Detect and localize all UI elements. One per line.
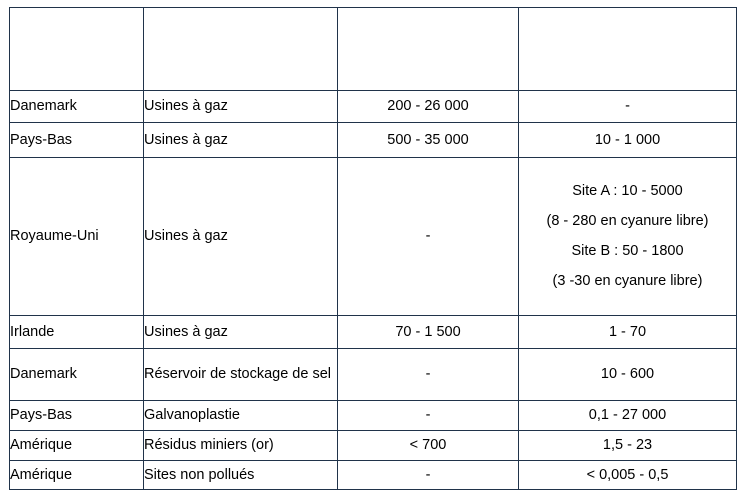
cell-lieu: Amérique (10, 461, 144, 490)
cell-sol: 10 - 1 000 (519, 123, 737, 158)
cell-lieu: Pays-Bas (10, 401, 144, 431)
cell-activite: Résidus miniers (or) (144, 431, 338, 461)
cell-sol (519, 158, 737, 316)
table-row (10, 316, 737, 349)
cell-lieu: Danemark (10, 91, 144, 123)
cell-eau: - (338, 461, 519, 490)
column-header-activite: Activité du site (144, 8, 338, 91)
cyanide-concentration-table (9, 7, 737, 490)
cell-sol-lines (519, 178, 736, 296)
cell-sol: 0,1 - 27 000 (519, 401, 737, 431)
cell-lieu: Irlande (10, 316, 144, 349)
cell-sol: - (519, 91, 737, 123)
table-row (10, 461, 737, 490)
cell-eau: - (338, 401, 519, 431)
column-header-eaux-souterraines: Concentration en cyanure total dans les eaux souterraines [µg/L] (338, 8, 519, 91)
table-row (10, 91, 737, 123)
header-row (10, 8, 737, 91)
table-row (10, 123, 737, 158)
cell-eau: - (338, 349, 519, 401)
table-row (10, 431, 737, 461)
table-header (10, 8, 737, 91)
cell-lieu: Pays-Bas (10, 123, 144, 158)
cell-sol-line: Site A : 10 - 5000 (572, 182, 683, 199)
table-body (10, 91, 737, 490)
column-header-lieu: Lieu (10, 8, 144, 91)
cell-activite: Usines à gaz (144, 316, 338, 349)
cell-lieu: Royaume-Uni (10, 158, 144, 316)
cell-activite: Réservoir de stockage de sel (144, 349, 338, 401)
cell-sol: < 0,005 - 0,5 (519, 461, 737, 490)
cell-lieu: Amérique (10, 431, 144, 461)
cell-sol-line: (8 - 280 en cyanure libre) (546, 212, 709, 229)
cell-eau: 500 - 35 000 (338, 123, 519, 158)
cell-lieu: Danemark (10, 349, 144, 401)
table-row (10, 401, 737, 431)
cell-sol-line: Site B : 50 - 1800 (571, 243, 684, 259)
cell-activite: Galvanoplastie (144, 401, 338, 431)
cell-sol-line: (3 -30 en cyanure libre) (552, 273, 703, 290)
cell-sol: 1,5 - 23 (519, 431, 737, 461)
table-row (10, 158, 737, 316)
column-header-sols: Concentration en cyanure total dans les sols [mg/kg] (519, 8, 737, 91)
cell-activite: Sites non pollués (144, 461, 338, 490)
cell-eau: 200 - 26 000 (338, 91, 519, 123)
cell-eau: 70 - 1 500 (338, 316, 519, 349)
cell-sol: 1 - 70 (519, 316, 737, 349)
cell-activite: Usines à gaz (144, 123, 338, 158)
cell-sol: 10 - 600 (519, 349, 737, 401)
table-row (10, 349, 737, 401)
cell-eau: < 700 (338, 431, 519, 461)
cell-activite: Usines à gaz (144, 158, 338, 316)
cell-activite: Usines à gaz (144, 91, 338, 123)
cell-eau: - (338, 158, 519, 316)
